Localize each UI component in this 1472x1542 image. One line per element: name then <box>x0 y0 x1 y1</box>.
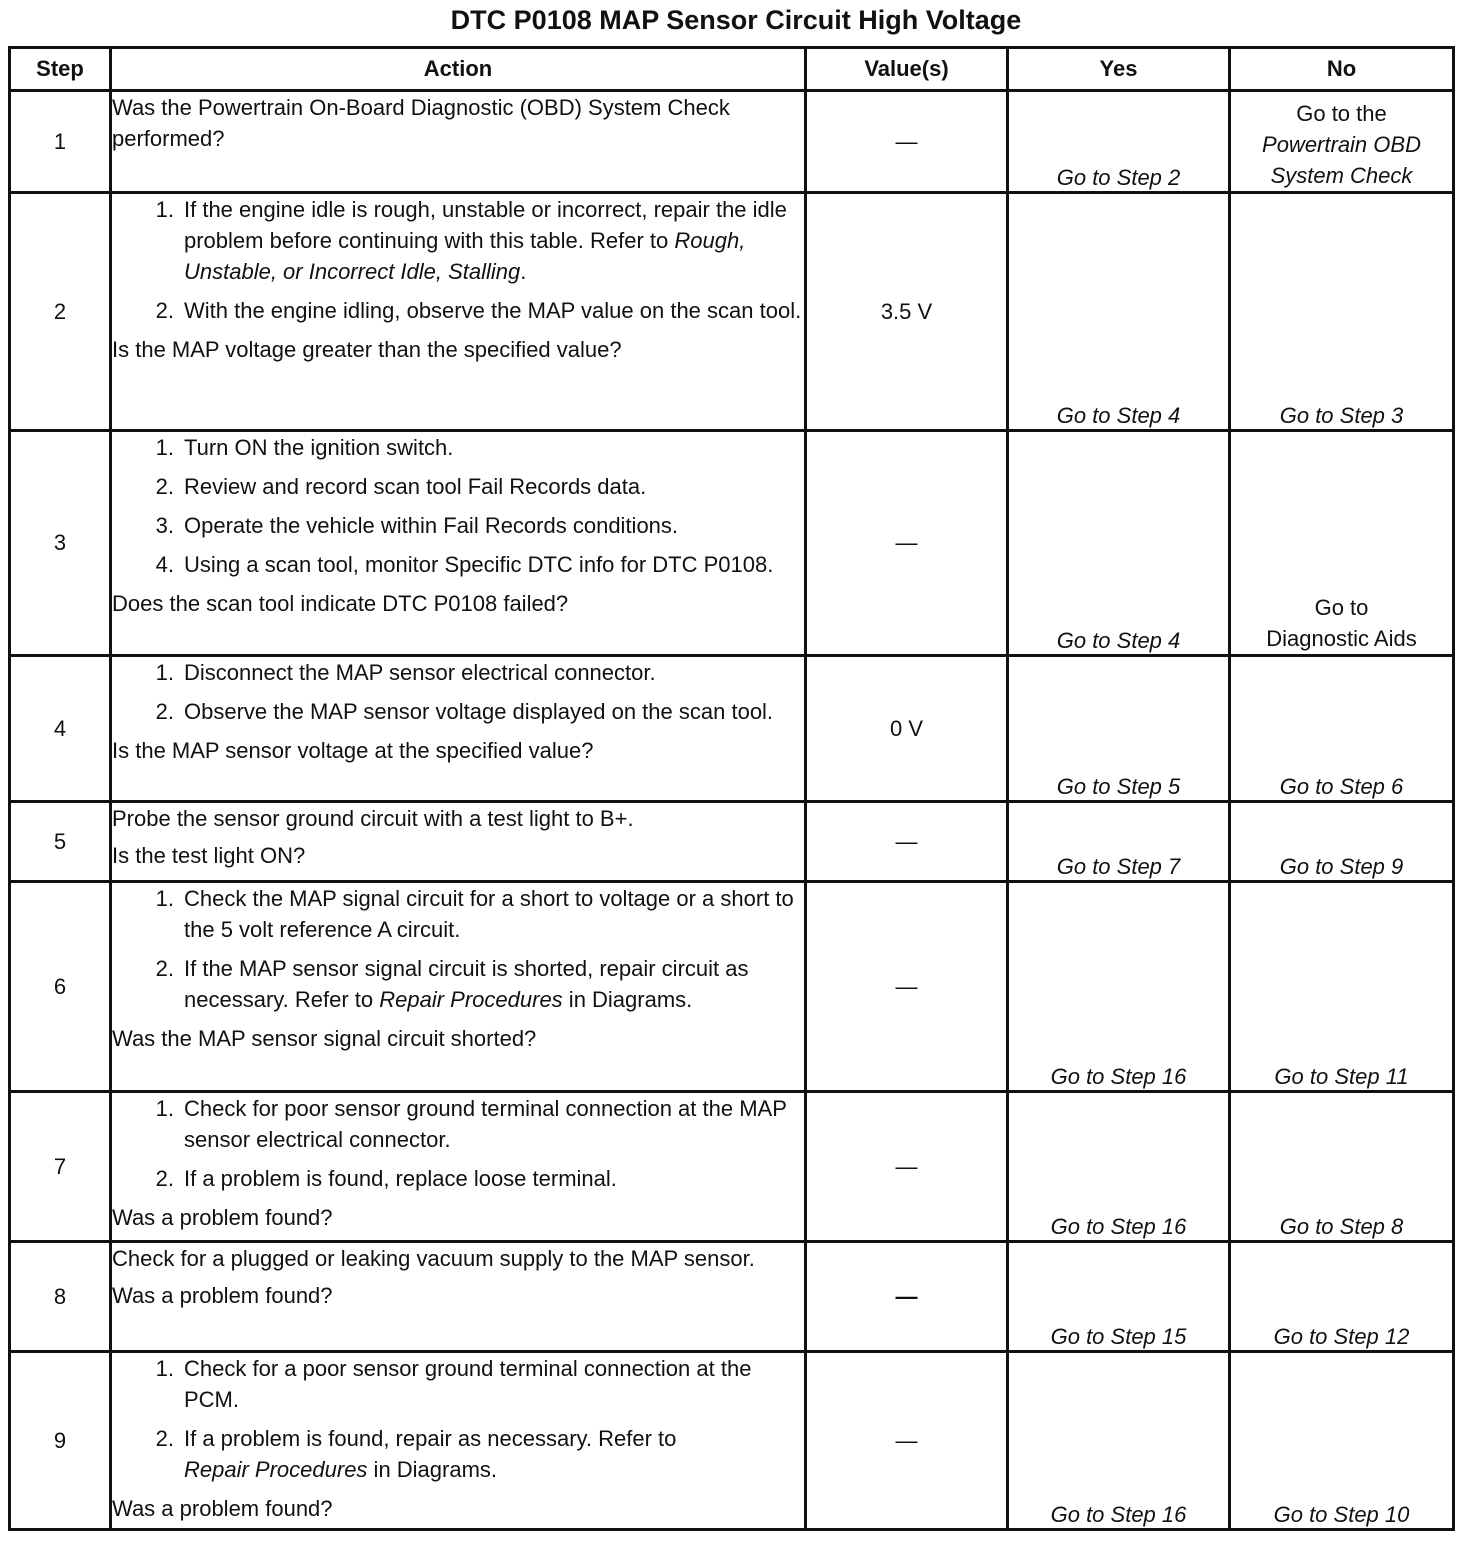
action-cell <box>111 1092 806 1242</box>
item-number: 1. <box>155 1356 174 1381</box>
list-item <box>112 194 804 287</box>
item-number: 1. <box>155 435 174 460</box>
list-item <box>112 1423 804 1485</box>
step-number: 1 <box>10 91 111 193</box>
header-yes: Yes <box>1008 48 1230 91</box>
item-text: Check the MAP signal circuit for a short to voltage or a short to the 5 volt reference A circuit. <box>184 886 794 942</box>
list-item <box>112 883 804 945</box>
instruction-list <box>112 1093 804 1194</box>
header-action: Action <box>111 48 806 91</box>
action-cell <box>111 656 806 802</box>
action-cell <box>111 802 806 882</box>
item-text: If a problem is found, replace loose terminal. <box>184 1166 617 1191</box>
item-text: If the engine idle is rough, unstable or incorrect, repair the idle problem before continuing with this table. Refer to <box>184 197 787 253</box>
item-text-after: in Diagrams. <box>367 1457 498 1482</box>
question-text: Was a problem found? <box>112 1496 333 1521</box>
item-reference: Repair Procedures <box>184 1457 368 1482</box>
no-reference: Diagnostic Aids <box>1266 626 1417 651</box>
item-number: 1. <box>155 886 174 911</box>
item-reference: Repair Procedures <box>379 987 563 1012</box>
question-text: Was a problem found? <box>112 1283 333 1308</box>
question-text: Was the MAP sensor signal circuit shorted? <box>112 1026 537 1051</box>
list-item <box>112 1093 804 1155</box>
list-item <box>112 657 804 688</box>
action-cell <box>111 1352 806 1530</box>
list-item <box>112 471 804 502</box>
list-item <box>112 295 804 326</box>
no-cell: Go to Step 12 <box>1230 1242 1454 1352</box>
item-number: 2. <box>155 474 174 499</box>
no-cell: Go to Step 10 <box>1230 1352 1454 1530</box>
table-row-step-9 <box>10 1352 1454 1530</box>
table-row-step-7 <box>10 1092 1454 1242</box>
table-row-step-8 <box>10 1242 1454 1352</box>
table-row-step-1 <box>10 91 1454 193</box>
item-text: If a problem is found, repair as necessary. Refer to <box>184 1426 677 1451</box>
action-cell <box>111 1242 806 1352</box>
yes-cell: Go to Step 16 <box>1008 882 1230 1092</box>
instruction-list <box>112 883 804 1015</box>
list-item <box>112 696 804 727</box>
item-text: With the engine idling, observe the MAP value on the scan tool. <box>184 298 802 323</box>
value-cell: 0 V <box>806 656 1008 802</box>
action-cell <box>111 91 806 193</box>
list-item <box>112 510 804 541</box>
item-number: 1. <box>155 1096 174 1121</box>
instruction-list <box>112 194 804 326</box>
table-row-step-2 <box>10 193 1454 431</box>
question-text: Is the MAP voltage greater than the specified value? <box>112 337 622 362</box>
no-cell <box>1230 91 1454 193</box>
item-text: Operate the vehicle within Fail Records conditions. <box>184 513 679 538</box>
header-row <box>10 48 1454 91</box>
page-title: DTC P0108 MAP Sensor Circuit High Voltage <box>450 5 1022 35</box>
item-text-after: in Diagrams. <box>562 987 693 1012</box>
item-text: Using a scan tool, monitor Specific DTC info for DTC P0108. <box>184 552 774 577</box>
item-text-after: . <box>520 259 527 284</box>
no-prefix: Go to <box>1314 595 1369 620</box>
header-no: No <box>1230 48 1454 91</box>
action-text: Check for a plugged or leaking vacuum supply to the MAP sensor. <box>112 1246 755 1271</box>
value-cell: — <box>806 1092 1008 1242</box>
item-number: 2. <box>155 1426 174 1451</box>
yes-cell: Go to Step 2 <box>1008 91 1230 193</box>
diagnostic-table <box>8 46 1455 1531</box>
no-cell: Go to Step 9 <box>1230 802 1454 882</box>
item-number: 4. <box>155 552 174 577</box>
step-number: 6 <box>10 882 111 1092</box>
header-step: Step <box>10 48 111 91</box>
list-item <box>112 549 804 580</box>
value-cell: — <box>806 1352 1008 1530</box>
instruction-list <box>112 657 804 727</box>
table-row-step-6 <box>10 882 1454 1092</box>
question-text: Is the MAP sensor voltage at the specified value? <box>112 738 594 763</box>
question-text: Was a problem found? <box>112 1205 333 1230</box>
item-text: Review and record scan tool Fail Records data. <box>184 474 647 499</box>
yes-cell: Go to Step 4 <box>1008 193 1230 431</box>
no-cell: Go to Step 6 <box>1230 656 1454 802</box>
item-text: Observe the MAP sensor voltage displayed on the scan tool. <box>184 699 774 724</box>
item-number: 1. <box>155 660 174 685</box>
action-cell <box>111 882 806 1092</box>
item-text: Check for a poor sensor ground terminal connection at the PCM. <box>184 1356 752 1412</box>
yes-cell: Go to Step 16 <box>1008 1352 1230 1530</box>
value-cell: — <box>806 802 1008 882</box>
header-values: Value(s) <box>806 48 1008 91</box>
item-number: 3. <box>155 513 174 538</box>
item-number: 2. <box>155 699 174 724</box>
item-number: 2. <box>155 1166 174 1191</box>
no-cell: Go to Step 11 <box>1230 882 1454 1092</box>
item-text: Turn ON the ignition switch. <box>184 435 454 460</box>
item-number: 1. <box>155 197 174 222</box>
question-text: Is the test light ON? <box>112 843 306 868</box>
item-text: Check for poor sensor ground terminal connection at the MAP sensor electrical connector. <box>184 1096 787 1152</box>
table-row-step-5 <box>10 802 1454 882</box>
action-text: Was the Powertrain On-Board Diagnostic (OBD) System Check performed? <box>112 95 730 151</box>
value-cell: — <box>806 431 1008 656</box>
no-prefix: Go to the <box>1296 101 1387 126</box>
instruction-list <box>112 1353 804 1485</box>
value-cell: — <box>806 882 1008 1092</box>
item-text: If the MAP sensor signal circuit is shorted, repair circuit as necessary. Refer to <box>184 956 749 1012</box>
no-cell: Go to Step 8 <box>1230 1092 1454 1242</box>
item-text: Disconnect the MAP sensor electrical connector. <box>184 660 656 685</box>
item-number: 2. <box>155 956 174 981</box>
yes-cell: Go to Step 4 <box>1008 431 1230 656</box>
table-row-step-4 <box>10 656 1454 802</box>
step-number: 4 <box>10 656 111 802</box>
yes-cell: Go to Step 15 <box>1008 1242 1230 1352</box>
value-cell: — <box>806 91 1008 193</box>
step-number: 7 <box>10 1092 111 1242</box>
yes-cell: Go to Step 7 <box>1008 802 1230 882</box>
no-reference: Powertrain OBD System Check <box>1262 132 1421 188</box>
value-cell: 3.5 V <box>806 193 1008 431</box>
list-item <box>112 1353 804 1415</box>
list-item <box>112 1163 804 1194</box>
step-number: 2 <box>10 193 111 431</box>
no-cell <box>1230 431 1454 656</box>
list-item <box>112 432 804 463</box>
list-item <box>112 953 804 1015</box>
value-cell: — <box>806 1242 1008 1352</box>
action-text: Probe the sensor ground circuit with a test light to B+. <box>112 806 634 831</box>
no-cell: Go to Step 3 <box>1230 193 1454 431</box>
item-number: 2. <box>155 298 174 323</box>
step-number: 5 <box>10 802 111 882</box>
action-cell <box>111 193 806 431</box>
step-number: 9 <box>10 1352 111 1530</box>
table-row-step-3 <box>10 431 1454 656</box>
yes-cell: Go to Step 16 <box>1008 1092 1230 1242</box>
yes-cell: Go to Step 5 <box>1008 656 1230 802</box>
step-number: 3 <box>10 431 111 656</box>
action-cell <box>111 431 806 656</box>
instruction-list <box>112 432 804 580</box>
item-reference: Rough, Unstable, or Incorrect Idle, Stalling <box>184 228 746 284</box>
step-number: 8 <box>10 1242 111 1352</box>
question-text: Does the scan tool indicate DTC P0108 failed? <box>112 591 569 616</box>
